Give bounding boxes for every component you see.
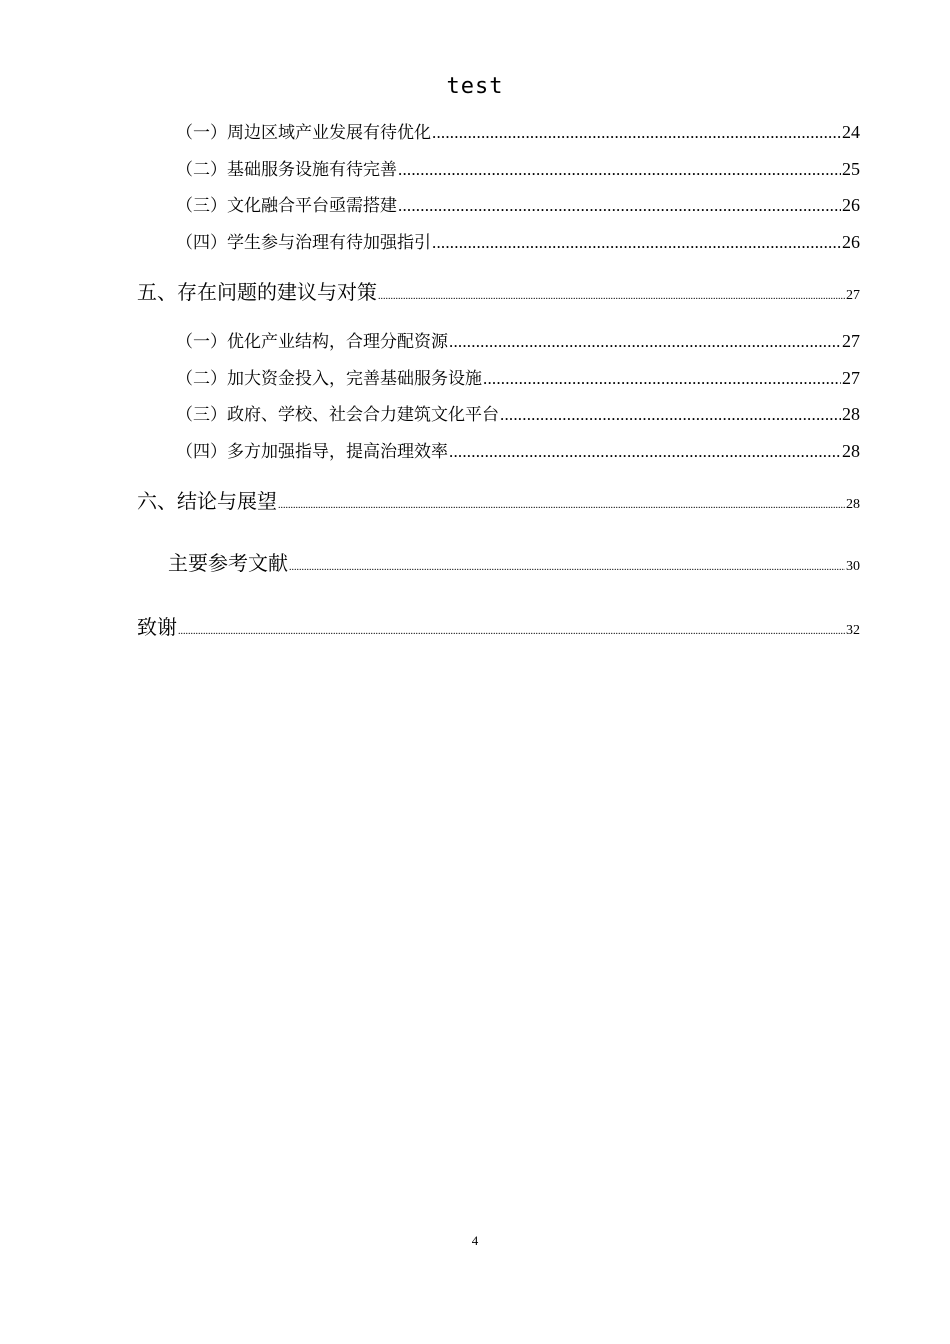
toc-dot-leader xyxy=(278,500,845,511)
toc-entry-page: 27 xyxy=(842,368,860,388)
toc-section-entry[interactable] xyxy=(137,276,860,310)
toc-section-page: 28 xyxy=(846,497,860,512)
toc-dot-leader xyxy=(398,196,841,216)
toc-entry-label: （四）多方加强指导，提高治理效率 xyxy=(176,442,448,462)
toc-dot-leader xyxy=(378,291,845,302)
toc-entry-page: 24 xyxy=(842,122,860,142)
toc-entry[interactable] xyxy=(176,400,860,430)
toc-dot-leader xyxy=(178,626,845,637)
toc-entry-label: （二）加大资金投入，完善基础服务设施 xyxy=(176,369,482,389)
toc-entry-label: （一）优化产业结构，合理分配资源 xyxy=(176,332,448,352)
toc-entry-label: （一）周边区域产业发展有待优化 xyxy=(176,123,431,143)
toc-section-label: 五、存在问题的建议与对策 xyxy=(137,280,377,304)
toc-entry-page: 28 xyxy=(842,404,860,424)
toc-section-entry[interactable] xyxy=(137,485,860,519)
page-header-title: test xyxy=(446,74,504,99)
toc-entry[interactable] xyxy=(176,437,860,467)
toc-dot-leader xyxy=(483,369,841,389)
toc-entry[interactable] xyxy=(176,155,860,185)
toc-entry[interactable] xyxy=(176,327,860,357)
toc-dot-leader xyxy=(289,562,845,573)
toc-entry-label: （三）文化融合平台亟需搭建 xyxy=(176,196,397,216)
toc-entry[interactable] xyxy=(176,191,860,221)
toc-section-label: 致谢 xyxy=(137,615,177,639)
toc-section-label: 主要参考文献 xyxy=(168,551,288,575)
toc-entry[interactable] xyxy=(176,228,860,258)
toc-entry-label: （三）政府、学校、社会合力建筑文化平台 xyxy=(176,405,499,425)
toc-entry-page: 28 xyxy=(842,441,860,461)
toc-entry-label: （二）基础服务设施有待完善 xyxy=(176,160,397,180)
toc-entry-label: （四）学生参与治理有待加强指引 xyxy=(176,233,431,253)
toc-section-page: 27 xyxy=(846,288,860,303)
toc-dot-leader xyxy=(449,332,841,352)
toc-dot-leader xyxy=(432,123,841,143)
toc-dot-leader xyxy=(500,405,841,425)
toc-section-page: 30 xyxy=(846,559,860,574)
toc-dot-leader xyxy=(432,233,841,253)
toc-entry-page: 25 xyxy=(842,159,860,179)
toc-entry[interactable] xyxy=(176,364,860,394)
toc-entry[interactable] xyxy=(176,118,860,148)
toc-entry-page: 26 xyxy=(842,232,860,252)
toc-section-label: 六、结论与展望 xyxy=(137,489,277,513)
toc-section-page: 32 xyxy=(846,623,860,638)
toc-section-entry[interactable] xyxy=(137,611,860,645)
toc-entry-page: 26 xyxy=(842,195,860,215)
toc-dot-leader xyxy=(398,160,841,180)
toc-section-entry[interactable] xyxy=(168,547,860,581)
page-number: 4 xyxy=(471,1233,479,1248)
toc-entry-page: 27 xyxy=(842,331,860,351)
toc-dot-leader xyxy=(449,442,841,462)
